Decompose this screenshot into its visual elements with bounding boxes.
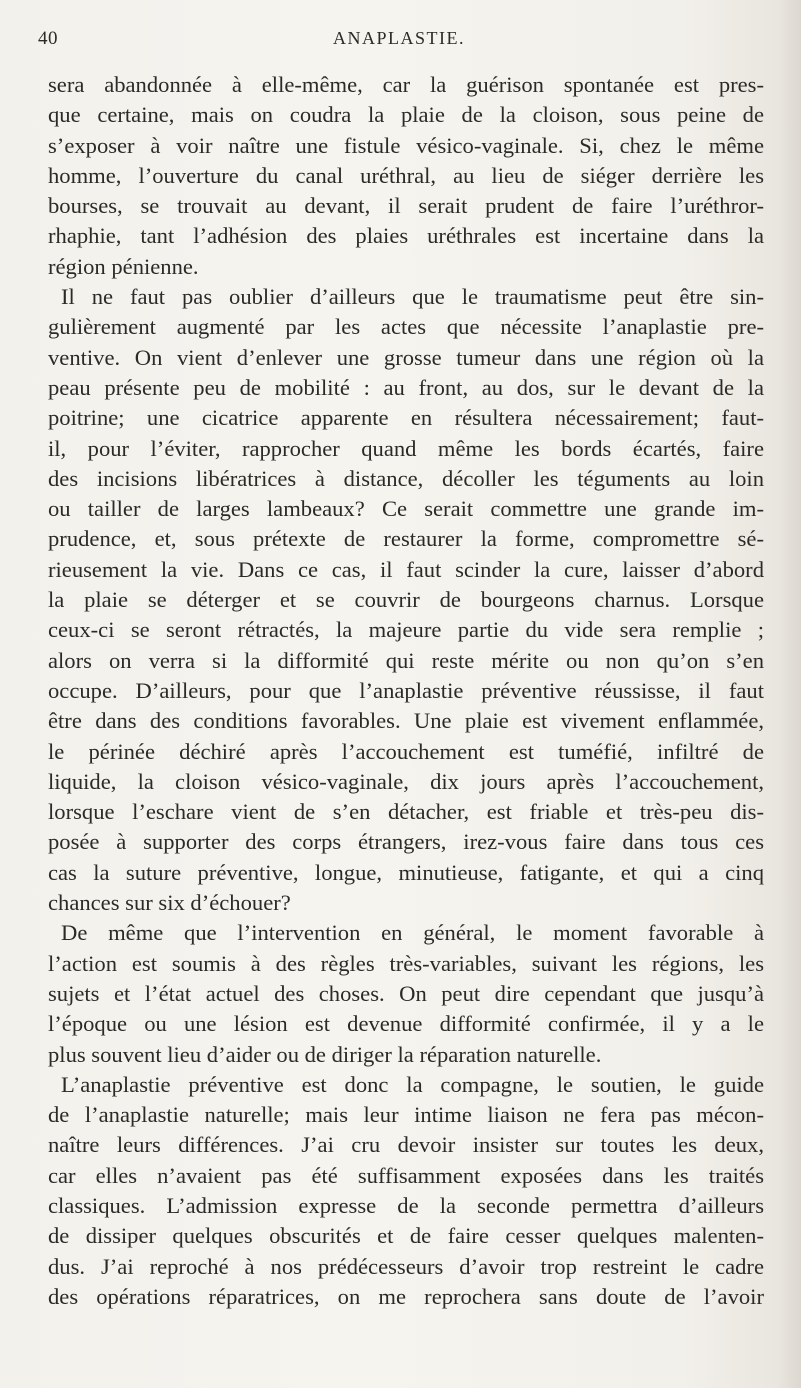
text-line: peau présente peu de mobilité : au front, au dos, sur le devant de la (48, 374, 764, 400)
text-line: poitrine; une cicatrice apparente en résultera nécessairement; faut- (48, 405, 764, 431)
text-line: lorsque l’eschare vient de s’en détacher, est friable et très-peu dis- (48, 799, 764, 825)
text-line: ventive. On vient d’enlever une grosse tumeur dans une région où la (48, 344, 764, 370)
text-line: de dissiper quelques obscurités et de faire cesser quelques malenten- (48, 1223, 764, 1249)
text-line: gulièrement augmenté par les actes que nécessite l’anaplastie pre- (48, 314, 764, 340)
text-line: car elles n’avaient pas été suffisamment exposées dans les traités (48, 1162, 764, 1188)
body-text (48, 70, 764, 1312)
text-line: rieusement la vie. Dans ce cas, il faut scinder la cure, laisser d’abord (48, 556, 764, 582)
text-line: liquide, la cloison vésico-vaginale, dix jours après l’accouchement, (48, 768, 764, 794)
text-line: ou tailler de larges lambeaux? Ce serait commettre une grande im- (48, 496, 764, 522)
text-line: des opérations réparatrices, on me reprochera sans doute de l’avoir (48, 1283, 764, 1309)
text-line: posée à supporter des corps étrangers, irez-vous faire dans tous ces (48, 829, 764, 855)
text-line: bourses, se trouvait au devant, il serait prudent de faire l’uréthror- (48, 193, 764, 219)
text-line: naître leurs différences. J’ai cru devoir insister sur toutes les deux, (48, 1132, 764, 1158)
text-line: l’époque ou une lésion est devenue difformité confirmée, il y a le (48, 1011, 764, 1037)
text-line: prudence, et, sous prétexte de restaurer la forme, compromettre sé- (48, 526, 764, 552)
text-line: cas la suture préventive, longue, minutieuse, fatigante, et qui a cinq (48, 859, 764, 885)
text-line: il, pour l’éviter, rapprocher quand même les bords écartés, faire (48, 435, 764, 461)
running-head (38, 28, 760, 58)
text-line: l’action est soumis à des règles très-variables, suivant les régions, les (48, 950, 764, 976)
text-line: des incisions libératrices à distance, décoller les téguments au loin (48, 465, 764, 491)
text-line: être dans des conditions favorables. Une plaie est vivement enflammée, (48, 708, 764, 734)
text-line: ceux-ci se seront rétractés, la majeure partie du vide sera remplie ; (48, 617, 764, 643)
text-line: s’exposer à voir naître une fistule vésico-vaginale. Si, chez le même (48, 132, 764, 158)
text-line: classiques. L’admission expresse de la seconde permettra d’ailleurs (48, 1192, 764, 1218)
text-line: De même que l’intervention en général, le moment favorable à (61, 920, 764, 946)
text-line: que certaine, mais on coudra la plaie de la cloison, sous peine de (48, 102, 764, 128)
text-line: alors on verra si la difformité qui reste mérite ou non qu’on s’en (48, 647, 764, 673)
text-line: occupe. D’ailleurs, pour que l’anaplastie préventive réussisse, il faut (48, 677, 764, 703)
text-line: région pénienne. (48, 253, 199, 279)
text-line: sujets et l’état actuel des choses. On peut dire cependant que jusqu’à (48, 980, 764, 1006)
text-line: de l’anaplastie naturelle; mais leur intime liaison ne fera pas mécon- (48, 1102, 764, 1128)
text-line: la plaie se déterger et se couvrir de bourgeons charnus. Lorsque (48, 587, 764, 613)
text-line: le périnée déchiré après l’accouchement est tuméfié, infiltré de (48, 738, 764, 764)
text-line: rhaphie, tant l’adhésion des plaies uréthrales est incertaine dans la (48, 223, 764, 249)
text-line: homme, l’ouverture du canal uréthral, au lieu de siéger derrière les (48, 162, 764, 188)
text-line: sera abandonnée à elle-même, car la guérison spontanée est pres- (48, 72, 764, 97)
text-line: dus. J’ai reproché à nos prédécesseurs d’avoir trop restreint le cadre (48, 1253, 764, 1279)
text-line: L’anaplastie préventive est donc la compagne, le soutien, le guide (61, 1071, 764, 1097)
text-line: Il ne faut pas oublier d’ailleurs que le traumatisme peut être sin- (61, 284, 764, 310)
text-line: chances sur six d’échouer? (48, 890, 291, 916)
page-number: 40 (38, 28, 58, 49)
running-title: ANAPLASTIE. (333, 28, 465, 48)
text-line: plus souvent lieu d’aider ou de diriger la réparation naturelle. (48, 1041, 602, 1067)
